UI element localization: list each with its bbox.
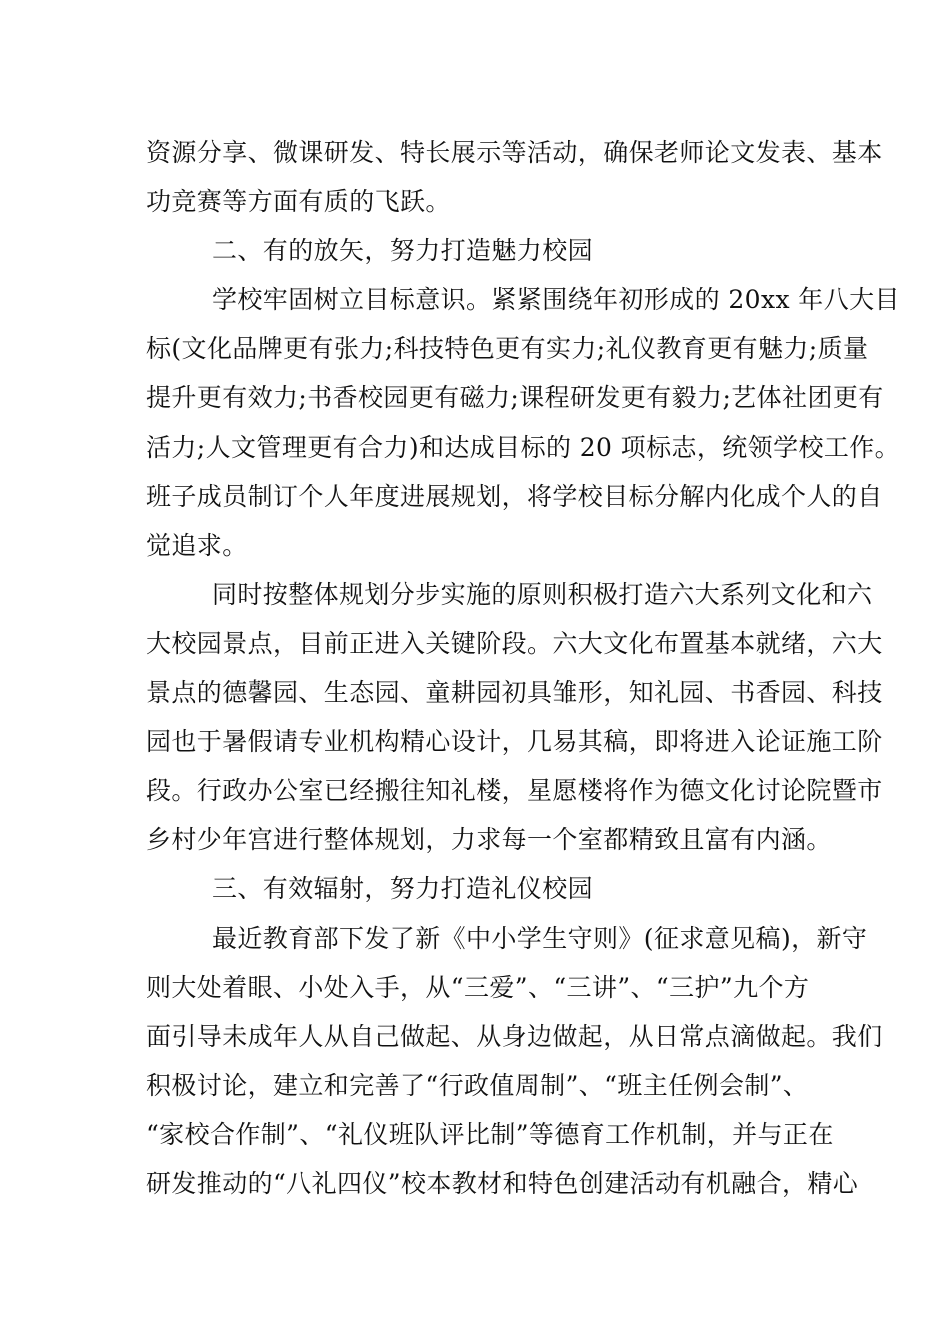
text-line: 标(文化品牌更有张力;科技特色更有实力;礼仪教育更有魅力;质量 bbox=[146, 334, 869, 364]
text-line: 活力;人文管理更有合力)和达成目标的 20 项标志，统领学校工作。 bbox=[146, 432, 901, 462]
section-heading: 三、有效辐射，努力打造礼仪校园 bbox=[212, 874, 594, 904]
text-line: 段。行政办公室已经搬往知礼楼，星愿楼将作为德文化讨论院暨市 bbox=[146, 776, 883, 806]
text-line: 提升更有效力;书香校园更有磁力;课程研发更有毅力;艺体社团更有 bbox=[146, 383, 884, 413]
text-line: 研发推动的“八礼四仪”校本教材和特色创建活动有机融合，精心 bbox=[146, 1168, 859, 1198]
text-line: 面引导未成年人从自己做起、从身边做起，从日常点滴做起。我们 bbox=[146, 1021, 883, 1051]
text-line: 班子成员制订个人年度进展规划，将学校目标分解内化成个人的自 bbox=[146, 481, 883, 511]
text-line: 同时按整体规划分步实施的原则积极打造六大系列文化和六 bbox=[212, 579, 873, 609]
text-line: 觉追求。 bbox=[146, 530, 248, 560]
text-line: 最近教育部下发了新《中小学生守则》(征求意见稿)，新守 bbox=[212, 923, 868, 953]
text-line: 乡村少年宫进行整体规划，力求每一个室都精致且富有内涵。 bbox=[146, 825, 832, 855]
section-heading: 二、有的放矢，努力打造魅力校园 bbox=[212, 236, 594, 266]
text-line: 资源分享、微课研发、特长展示等活动，确保老师论文发表、基本 bbox=[146, 138, 883, 167]
body-text bbox=[146, 128, 901, 1208]
text-line: 大校园景点，目前正进入关键阶段。六大文化布置基本就绪，六大 bbox=[146, 628, 883, 658]
text-line: 功竞赛等方面有质的飞跃。 bbox=[146, 187, 451, 217]
text-line: 景点的德馨园、生态园、童耕园初具雏形，知礼园、书香园、科技 bbox=[146, 678, 883, 708]
text-line: 则大处着眼、小处入手，从“三爱”、“三讲”、“三护”九个方 bbox=[146, 972, 810, 1002]
text-line: 园也于暑假请专业机构精心设计，几易其稿，即将进入论证施工阶 bbox=[146, 727, 883, 757]
text-line: 学校牢固树立目标意识。紧紧围绕年初形成的 20xx 年八大目 bbox=[212, 285, 900, 315]
text-line: “家校合作制”、“礼仪班队评比制”等德育工作机制，并与正在 bbox=[146, 1119, 834, 1149]
text-line: 积极讨论，建立和完善了“行政值周制”、“班主任例会制”、 bbox=[146, 1070, 809, 1100]
